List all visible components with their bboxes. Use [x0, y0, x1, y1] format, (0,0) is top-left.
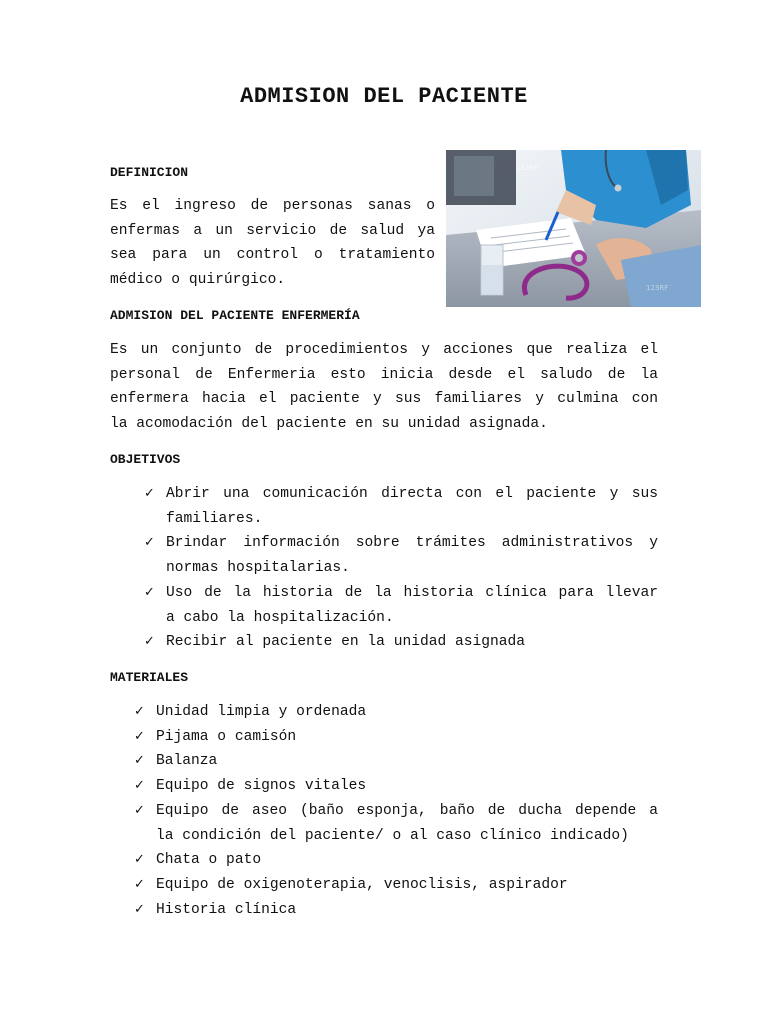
medical-consultation-photo: [446, 150, 701, 307]
heading-objetivos: OBJETIVOS: [110, 452, 181, 467]
list-item-text: a cabo la hospitalización.: [166, 609, 394, 626]
list-item: [134, 848, 658, 873]
check-icon: ✓: [134, 802, 145, 818]
text-line: enfermas a un servicio de salud ya: [110, 222, 435, 239]
list-item: [134, 725, 658, 750]
list-item: [134, 873, 658, 898]
check-icon: ✓: [144, 535, 155, 551]
list-item-text: la condición del paciente/ o al caso clínico indicado): [156, 827, 629, 844]
check-icon: ✓: [134, 876, 145, 892]
objetivos-list: [144, 482, 658, 655]
list-item-text: Chata o pato: [156, 852, 262, 869]
list-item-text: Brindar información sobre trámites administrativos y: [166, 535, 658, 552]
svg-text:123RF: 123RF: [516, 164, 539, 172]
text-line: enfermera hacia el paciente y sus familiares y culmina con: [110, 391, 658, 408]
list-item-text: Abrir una comunicación directa con el paciente y sus: [166, 486, 658, 502]
list-item-text: Recibir al paciente en la unidad asignada: [166, 634, 526, 651]
list-item: [144, 630, 658, 655]
list-item-text: normas hospitalarias.: [166, 560, 350, 577]
heading-definicion: DEFINICION: [110, 165, 189, 180]
list-item-text: Unidad limpia y ordenada: [156, 704, 367, 720]
text-line: la acomodación del paciente en su unidad asignada.: [110, 416, 548, 433]
list-item-text: Pijama o camisón: [156, 728, 297, 745]
list-item: [134, 799, 658, 848]
list-item: [134, 700, 658, 725]
list-item: [134, 898, 658, 923]
check-icon: ✓: [134, 728, 145, 744]
list-item-text: Uso de la historia de la historia clínica para llevar: [166, 584, 658, 601]
list-item-text: Equipo de oxigenoterapia, venoclisis, aspirador: [156, 876, 568, 893]
definicion-paragraph: [110, 194, 435, 293]
check-icon: ✓: [134, 704, 145, 719]
list-item: [134, 774, 658, 799]
text-line: Es un conjunto de procedimientos y acciones que realiza el: [110, 342, 658, 358]
list-item-text: Balanza: [156, 753, 218, 770]
list-item: [144, 581, 658, 630]
admision-paragraph: [110, 338, 658, 437]
list-item-text: familiares.: [166, 510, 263, 527]
heading-materiales: MATERIALES: [110, 670, 189, 685]
text-line: personal de Enfermeria esto inicia desde el saludo de la: [110, 366, 658, 383]
list-item-text: Equipo de signos vitales: [156, 778, 367, 795]
check-icon: ✓: [144, 584, 155, 600]
text-line: sea para un control o tratamiento: [110, 247, 435, 264]
page-title: ADMISION DEL PACIENTE: [240, 84, 528, 109]
check-icon: ✓: [134, 901, 145, 917]
check-icon: ✓: [134, 753, 145, 769]
list-item: [134, 749, 658, 774]
list-item-text: Historia clínica: [156, 901, 297, 918]
svg-text:123RF: 123RF: [646, 284, 669, 292]
list-item: [144, 482, 658, 531]
list-item: [144, 531, 658, 580]
check-icon: ✓: [144, 486, 155, 501]
check-icon: ✓: [134, 852, 145, 868]
text-line: médico o quirúrgico.: [110, 272, 286, 289]
check-icon: ✓: [144, 634, 155, 650]
list-item-text: Equipo de aseo (baño esponja, baño de ducha depende a: [156, 802, 658, 819]
text-line: Es el ingreso de personas sanas o: [110, 198, 435, 214]
check-icon: ✓: [134, 778, 145, 794]
materiales-list: [134, 700, 658, 922]
heading-admision-enfermeria: ADMISION DEL PACIENTE ENFERMERÍA: [110, 308, 360, 323]
